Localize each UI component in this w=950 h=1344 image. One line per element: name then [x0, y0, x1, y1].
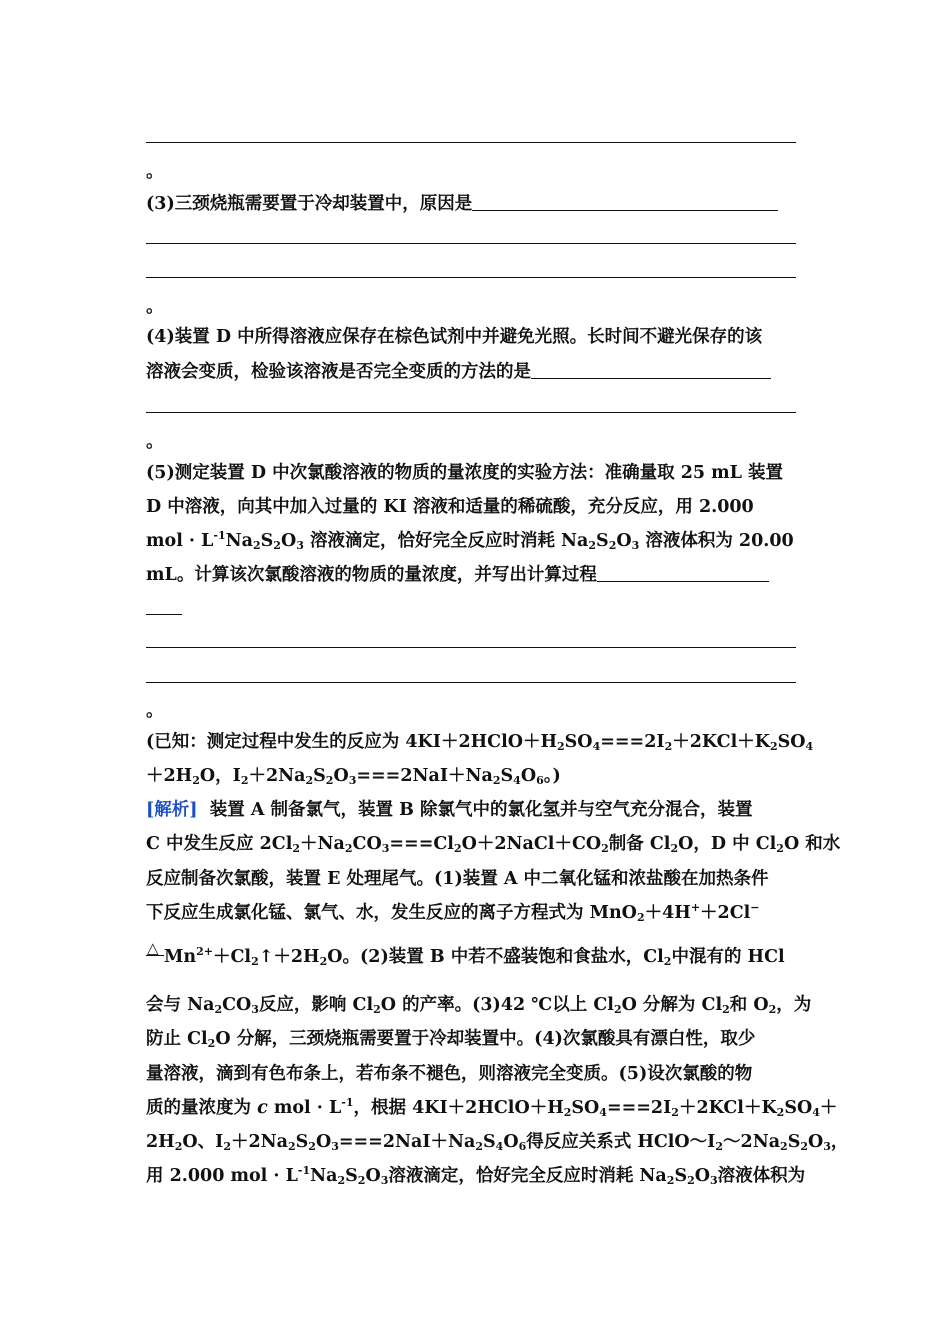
analysis-line-7: 防止 $Cl_2O$ 分解，三颈烧瓶需要置于冷却装置中。(4)次氯酸具有漂白性，取少: [146, 1029, 756, 1050]
question-5-line-3: mol · $L^{-1}Na_2S_2O_3$ 溶液滴定，恰好完全反应时消耗 $Na_2S_2O_3$ 溶液体积为 20.00: [146, 529, 794, 552]
analysis-line-10: $2H_2O$、$I_2+2Na_2S_2O_3===2NaI+Na_2S_4O_6$得反应关系式 $HClO\sim I_2\sim 2Na_2S_2O_3$，: [146, 1132, 849, 1153]
analysis-line-1: [解析] 装置 A 制备氯气，装置 B 除氯气中的氯化氢并与空气充分混合，装置: [146, 800, 753, 820]
question-4-text: 溶液会变质，检验该溶液是否完全变质的方法的是: [146, 362, 531, 382]
analysis-line-8: 量溶液，滴到有色布条上，若布条不褪色，则溶液完全变质。(5)设次氯酸的物: [146, 1064, 753, 1084]
question-4-line-2: [146, 360, 771, 384]
analysis-line-6: 会与 $Na_2CO_3$反应，影响 $Cl_2O$ 的产率。(3)42 ℃以上 $Cl_2O$ 分解为 $Cl_2$和 $O_2$，为: [146, 995, 812, 1016]
analysis-line-9: 质的量浓度为 c mol · $L^{-1}$，根据 $4KI+2HClO+H_2SO_4===2I_2+2KCl+K_2SO_4+$: [146, 1096, 838, 1119]
answer-blank-line[interactable]: [146, 682, 796, 683]
answer-blank[interactable]: [597, 563, 769, 582]
question-4-line-1: (4)装置 D 中所得溶液应保存在棕色试剂中并避免光照。长时间不避光保存的该: [146, 327, 763, 347]
answer-blank-line[interactable]: [146, 243, 796, 244]
known-reaction-line-1: (已知：测定过程中发生的反应为 $4KI+2HClO+H_2SO_4===2I_2+2KCl+K_2SO_4$: [146, 732, 814, 753]
period: 。: [146, 297, 164, 317]
answer-blank[interactable]: [531, 360, 771, 379]
heat-symbol: △: [146, 944, 164, 964]
answer-blank[interactable]: [472, 192, 778, 211]
question-5-line-4: mL。计算该次氯酸溶液的物质的量浓度，并写出计算过程: [146, 563, 769, 587]
question-3: [146, 192, 778, 216]
answer-blank-line[interactable]: [146, 647, 796, 648]
analysis-tag: [解析]: [146, 800, 198, 820]
answer-blank-line[interactable]: [146, 412, 796, 413]
analysis-line-11: 用 2.000 mol · $L^{-1}Na_2S_2O_3$溶液滴定，恰好完全反应时消耗 $Na_2S_2O_3$溶液体积为: [146, 1164, 806, 1187]
question-5-line-1: (5)测定装置 D 中次氯酸溶液的物质的量浓度的实验方法：准确量取 25 mL 装置: [146, 463, 784, 483]
period: 。: [146, 701, 164, 721]
question-3-text: (3)三颈烧瓶需要置于冷却装置中，原因是: [146, 194, 473, 214]
answer-blank-line[interactable]: [146, 614, 182, 615]
answer-blank-line[interactable]: [146, 277, 796, 278]
question-5-line-2: D 中溶液，向其中加入过量的 KI 溶液和适量的稀硫酸，充分反应，用 2.000: [146, 497, 754, 517]
analysis-line-2: C 中发生反应 $2Cl_2+Na_2CO_3===Cl_2O+2NaCl+CO_2$制备 $Cl_2O$，D 中 $Cl_2O$ 和水: [146, 834, 841, 855]
analysis-line-5: △ $Mn^{2+}+Cl_2↑+2H_2O$。(2)装置 B 中若不盛装饱和食盐水，$Cl_2$中混有的 HCl: [147, 939, 785, 968]
period: 。: [146, 432, 164, 452]
period: 。: [146, 162, 164, 182]
known-reaction-line-2: $+2H_2O$，$I_2+2Na_2S_2O_3===2NaI+Na_2S_4O_6$。): [146, 766, 561, 787]
analysis-line-4: 下反应生成氯化锰、氯气、水，发生反应的离子方程式为 MnO$_2$＋4H+＋2Cl−: [146, 901, 760, 924]
answer-blank-line[interactable]: [146, 142, 796, 143]
analysis-line-3: 反应制备次氯酸，装置 E 处理尾气。(1)装置 A 中二氧化锰和浓盐酸在加热条件: [146, 869, 769, 889]
